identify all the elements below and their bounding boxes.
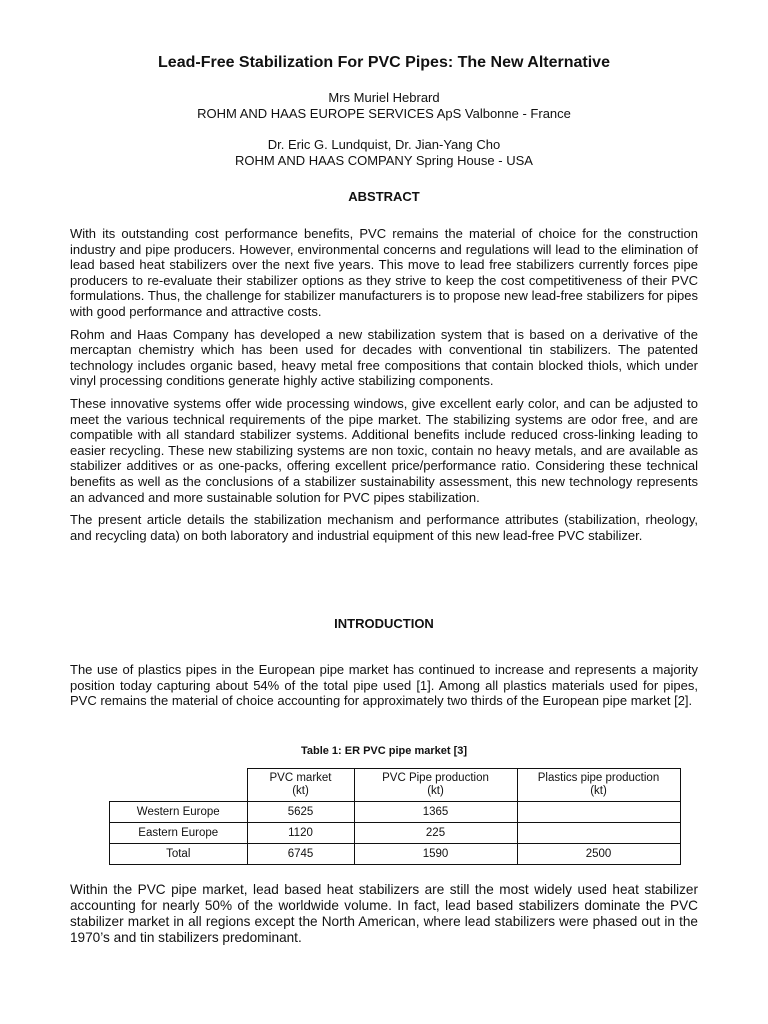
header-line: Plastics pipe production bbox=[537, 772, 660, 784]
row-label: Western Europe bbox=[110, 802, 248, 823]
row-label: Eastern Europe bbox=[110, 823, 248, 844]
table-cell: 2500 bbox=[517, 844, 680, 865]
table-cell: 1365 bbox=[354, 802, 517, 823]
table-cell bbox=[517, 802, 680, 823]
table-header-row bbox=[110, 769, 681, 802]
author-affiliation: ROHM AND HAAS EUROPE SERVICES ApS Valbonne - France bbox=[197, 106, 571, 121]
table-cell: 1120 bbox=[247, 823, 354, 844]
table-row bbox=[110, 823, 681, 844]
table-cell: 225 bbox=[354, 823, 517, 844]
author-block-2 bbox=[0, 137, 768, 169]
table-cell: 1590 bbox=[354, 844, 517, 865]
table-header-cell bbox=[354, 769, 517, 802]
row-label: Total bbox=[110, 844, 248, 865]
table-cell: 5625 bbox=[247, 802, 354, 823]
paper-title: Lead-Free Stabilization For PVC Pipes: The New Alternative bbox=[158, 54, 610, 71]
introduction-heading: INTRODUCTION bbox=[334, 616, 434, 631]
abstract-paragraph: Rohm and Haas Company has developed a new stabilization system that is based on a derivative of the mercaptan chemistry which has been used for decades with conventional tin stabilizers. The patented technology includes organic based, heavy metal free compositions that contain blocked thiols, which under vinyl processing conditions generate highly active stabilizing components. bbox=[70, 326, 698, 389]
table-row bbox=[110, 802, 681, 823]
author-name: Dr. Eric G. Lundquist, Dr. Jian-Yang Cho bbox=[267, 137, 501, 152]
table-row bbox=[110, 844, 681, 865]
table-cell bbox=[517, 823, 680, 844]
abstract-body bbox=[70, 226, 698, 550]
table-corner-cell bbox=[110, 769, 248, 802]
introduction-body bbox=[70, 662, 698, 716]
introduction-paragraph: The use of plastics pipes in the European pipe market has continued to increase and represents a majority position today capturing about 54% of the total pipe used [1]. Among all plastics materials used for pipes, PVC remains the material of choice accounting for approximately two thirds of the European pipe market [2]. bbox=[70, 662, 698, 709]
abstract-paragraph: These innovative systems offer wide processing windows, give excellent early color, and can be adjusted to meet the various technical requirements of the pipe market. The stabilizing systems are odor free, and are compatible with all standard stabilizer systems. Additional benefits include reduced cross-linking leading to easier recycling. These new stabilizing systems are non toxic, contain no heavy metals, and are available as stabilizer additives or as one-packs, offering excellent price/performance ratio. Considering these technical benefits as well as the conclusions of a stabilizer sustainability assessment, this new technology represents an advanced and more sustainable solution for PVC pipes stabilization. bbox=[70, 395, 698, 505]
table-caption: Table 1: ER PVC pipe market [3] bbox=[300, 745, 468, 757]
header-line: PVC Pipe production bbox=[382, 772, 489, 784]
abstract-heading: ABSTRACT bbox=[348, 189, 420, 204]
table-cell: 6745 bbox=[247, 844, 354, 865]
closing-paragraph: Within the PVC pipe market, lead based heat stabilizers are still the most widely used heat stabilizer accounting for nearly 50% of the worldwide volume. In fact, lead based stabilizers dominate the PVC stabilizer market in all regions except the North American, where lead stabilizers were phased out in the 1970’s and tin stabilizers predominant. bbox=[70, 882, 698, 945]
abstract-paragraph: With its outstanding cost performance benefits, PVC remains the material of choice for the construction industry and pipe producers. However, environmental concerns and regulations will lead to the elimination of lead based heat stabilizers over the next five years. This move to lead free stabilizers currently forces pipe producers to re-evaluate their stabilizer options as they strive to keep the cost competitiveness of their PVC formulations. Thus, the challenge for stabilizer manufacturers is to propose new lead-free stabilizers for pipes with good performance and attractive costs. bbox=[70, 226, 698, 319]
abstract-paragraph: The present article details the stabilization mechanism and performance attributes (stabilization, rheology, and recycling data) on both laboratory and industrial equipment of this new lead-free PVC stabilizer. bbox=[70, 512, 698, 543]
market-table bbox=[109, 768, 681, 865]
header-line: PVC market bbox=[269, 772, 332, 784]
author-block-1 bbox=[0, 90, 768, 122]
author-affiliation: ROHM AND HAAS COMPANY Spring House - USA bbox=[235, 153, 533, 168]
table-header-cell bbox=[247, 769, 354, 802]
table-header-cell bbox=[517, 769, 680, 802]
header-unit: (kt) bbox=[427, 785, 444, 797]
header-unit: (kt) bbox=[590, 785, 607, 797]
header-unit: (kt) bbox=[292, 785, 309, 797]
author-name: Mrs Muriel Hebrard bbox=[328, 90, 440, 105]
